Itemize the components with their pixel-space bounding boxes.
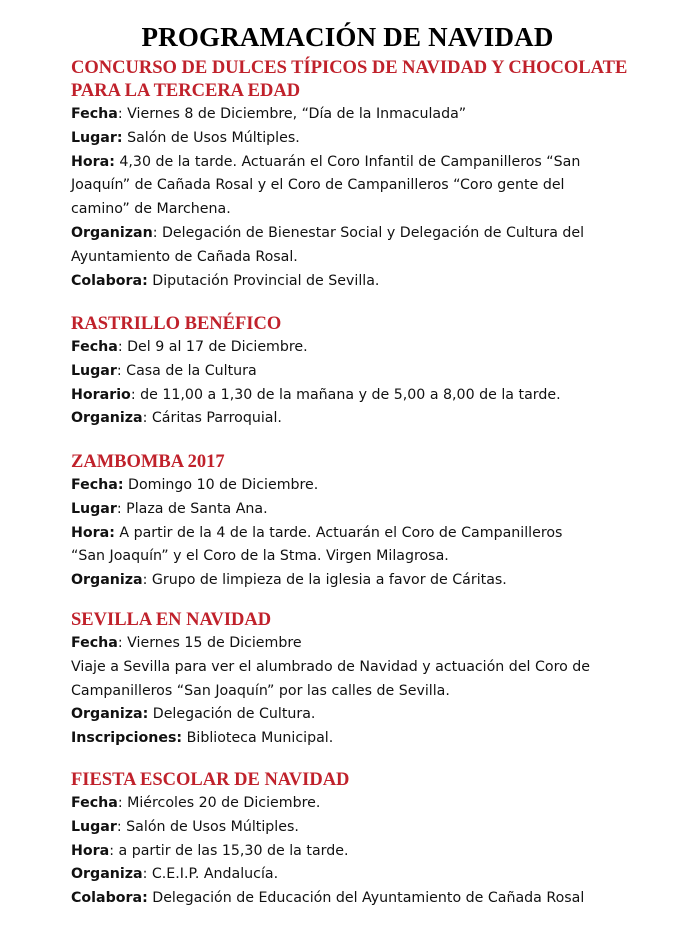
detail-sep: : [142,410,152,427]
detail-sep: : [142,866,152,883]
detail-line [71,792,681,816]
detail-value: Plaza de Santa Ana. [126,500,268,517]
detail-line [71,407,681,431]
detail-line [71,127,681,151]
detail-label: Horario [71,386,131,403]
detail-line [71,174,681,198]
section-sevilla-en-navidad [71,609,681,751]
section-heading: RASTRILLO BENÉFICO [71,314,282,334]
detail-label: Colabora: [71,272,148,289]
detail-value: Joaquín” de Cañada Rosal y el Coro de Campanilleros “Coro gente del [71,177,565,194]
detail-line [71,360,681,384]
detail-line [71,151,681,175]
detail-line [71,270,681,294]
detail-label: Lugar [71,818,117,835]
detail-line [71,474,681,498]
detail-value: Salón de Usos Múltiples. [126,818,299,835]
section-heading-cont: PARA LA TERCERA EDAD [71,81,301,101]
detail-value: Viernes 8 de Diciembre, “Día de la Inmaculada” [127,106,467,122]
detail-value: C.E.I.P. Andalucía. [151,866,279,883]
detail-sep: : [116,500,127,517]
detail-value: A partir de la 4 de la tarde. Actuarán el Coro de Campanilleros [119,524,563,541]
detail-sep: : [117,339,128,355]
detail-line [71,246,681,270]
detail-value: Campanilleros “San Joaquín” por las calles de Sevilla. [71,682,450,699]
section-heading: SEVILLA EN NAVIDAD [71,610,272,630]
detail-label: Colabora: [71,890,148,907]
detail-line [71,522,681,546]
detail-value: Delegación de Cultura. [152,706,316,723]
detail-value: Grupo de limpieza de la iglesia a favor de Cáritas. [151,572,507,589]
section-rastrillo-benefico [71,313,681,431]
detail-line [71,840,681,864]
detail-line [71,569,681,593]
detail-line [71,680,681,704]
detail-line [71,336,681,360]
detail-value: Salón de Usos Múltiples. [127,129,300,146]
detail-value: Ayuntamiento de Cañada Rosal. [71,248,298,265]
detail-label: Hora: [71,153,115,170]
section-heading: CONCURSO DE DULCES TÍPICOS DE NAVIDAD Y CHOCOLATE [71,58,628,78]
page-title: PROGRAMACIÓN DE NAVIDAD [141,22,554,52]
detail-value: Miércoles 20 de Diciembre. [127,795,321,811]
detail-label: Organiza [71,866,143,883]
detail-label: Lugar [71,500,117,517]
detail-line [71,498,681,522]
detail-value: Viernes 15 de Diciembre [127,635,302,651]
detail-label: Organizan [71,224,153,241]
detail-value: Cáritas Parroquial. [151,410,282,427]
detail-line [71,816,681,840]
detail-line [71,863,681,887]
detail-label: Inscripciones: [71,730,183,747]
section-heading: FIESTA ESCOLAR DE NAVIDAD [71,770,350,790]
detail-value: camino” de Marchena. [71,201,231,218]
detail-line [71,632,681,656]
detail-sep: : [142,572,152,589]
detail-sep: : [116,362,127,379]
detail-label: Lugar: [71,129,123,146]
detail-value: 4,30 de la tarde. Actuarán el Coro Infantil de Campanilleros “San [119,153,581,170]
detail-value: Diputación Provincial de Sevilla. [152,272,380,289]
section-heading: ZAMBOMBA 2017 [71,452,225,472]
detail-line [71,198,681,222]
detail-value: Domingo 10 de Diciembre. [128,477,319,493]
detail-label: Fecha [71,795,118,811]
detail-label: Hora [71,842,110,859]
detail-value: Del 9 al 17 de Diciembre. [127,339,308,355]
section-concurso-dulces [71,57,681,293]
detail-value: Delegación de Bienestar Social y Delegación de Cultura del [161,224,585,241]
detail-sep: : [116,818,127,835]
detail-sep: : [152,224,162,241]
detail-line [71,103,681,127]
detail-label: Fecha [71,106,118,122]
section-fiesta-escolar [71,769,681,911]
detail-value: “San Joaquín” y el Coro de la Stma. Virgen Milagrosa. [71,548,449,565]
detail-line [71,887,681,911]
detail-sep: : [130,386,141,403]
detail-label: Lugar [71,362,117,379]
detail-label: Organiza: [71,706,149,723]
detail-value: Biblioteca Municipal. [186,730,334,747]
detail-value: de 11,00 a 1,30 de la mañana y de 5,00 a 8,00 de la tarde. [140,386,561,403]
detail-line [71,656,681,680]
detail-sep: : [117,106,128,122]
detail-sep: : [117,635,128,651]
detail-value: Casa de la Cultura [126,362,257,379]
detail-value: a partir de las 15,30 de la tarde. [118,842,349,859]
detail-value: Delegación de Educación del Ayuntamiento de Cañada Rosal [152,890,585,907]
detail-value: Viaje a Sevilla para ver el alumbrado de Navidad y actuación del Coro de [71,658,591,675]
detail-line [71,545,681,569]
detail-line [71,384,681,408]
detail-label: Fecha: [71,477,124,493]
section-zambomba [71,451,681,593]
detail-label: Fecha [71,635,118,651]
detail-label: Organiza [71,410,143,427]
detail-label: Fecha [71,339,118,355]
detail-line [71,703,681,727]
detail-label: Hora: [71,524,115,541]
detail-sep: : [109,842,119,859]
detail-line [71,727,681,751]
detail-line [71,222,681,246]
detail-label: Organiza [71,572,143,589]
detail-sep: : [117,795,128,811]
